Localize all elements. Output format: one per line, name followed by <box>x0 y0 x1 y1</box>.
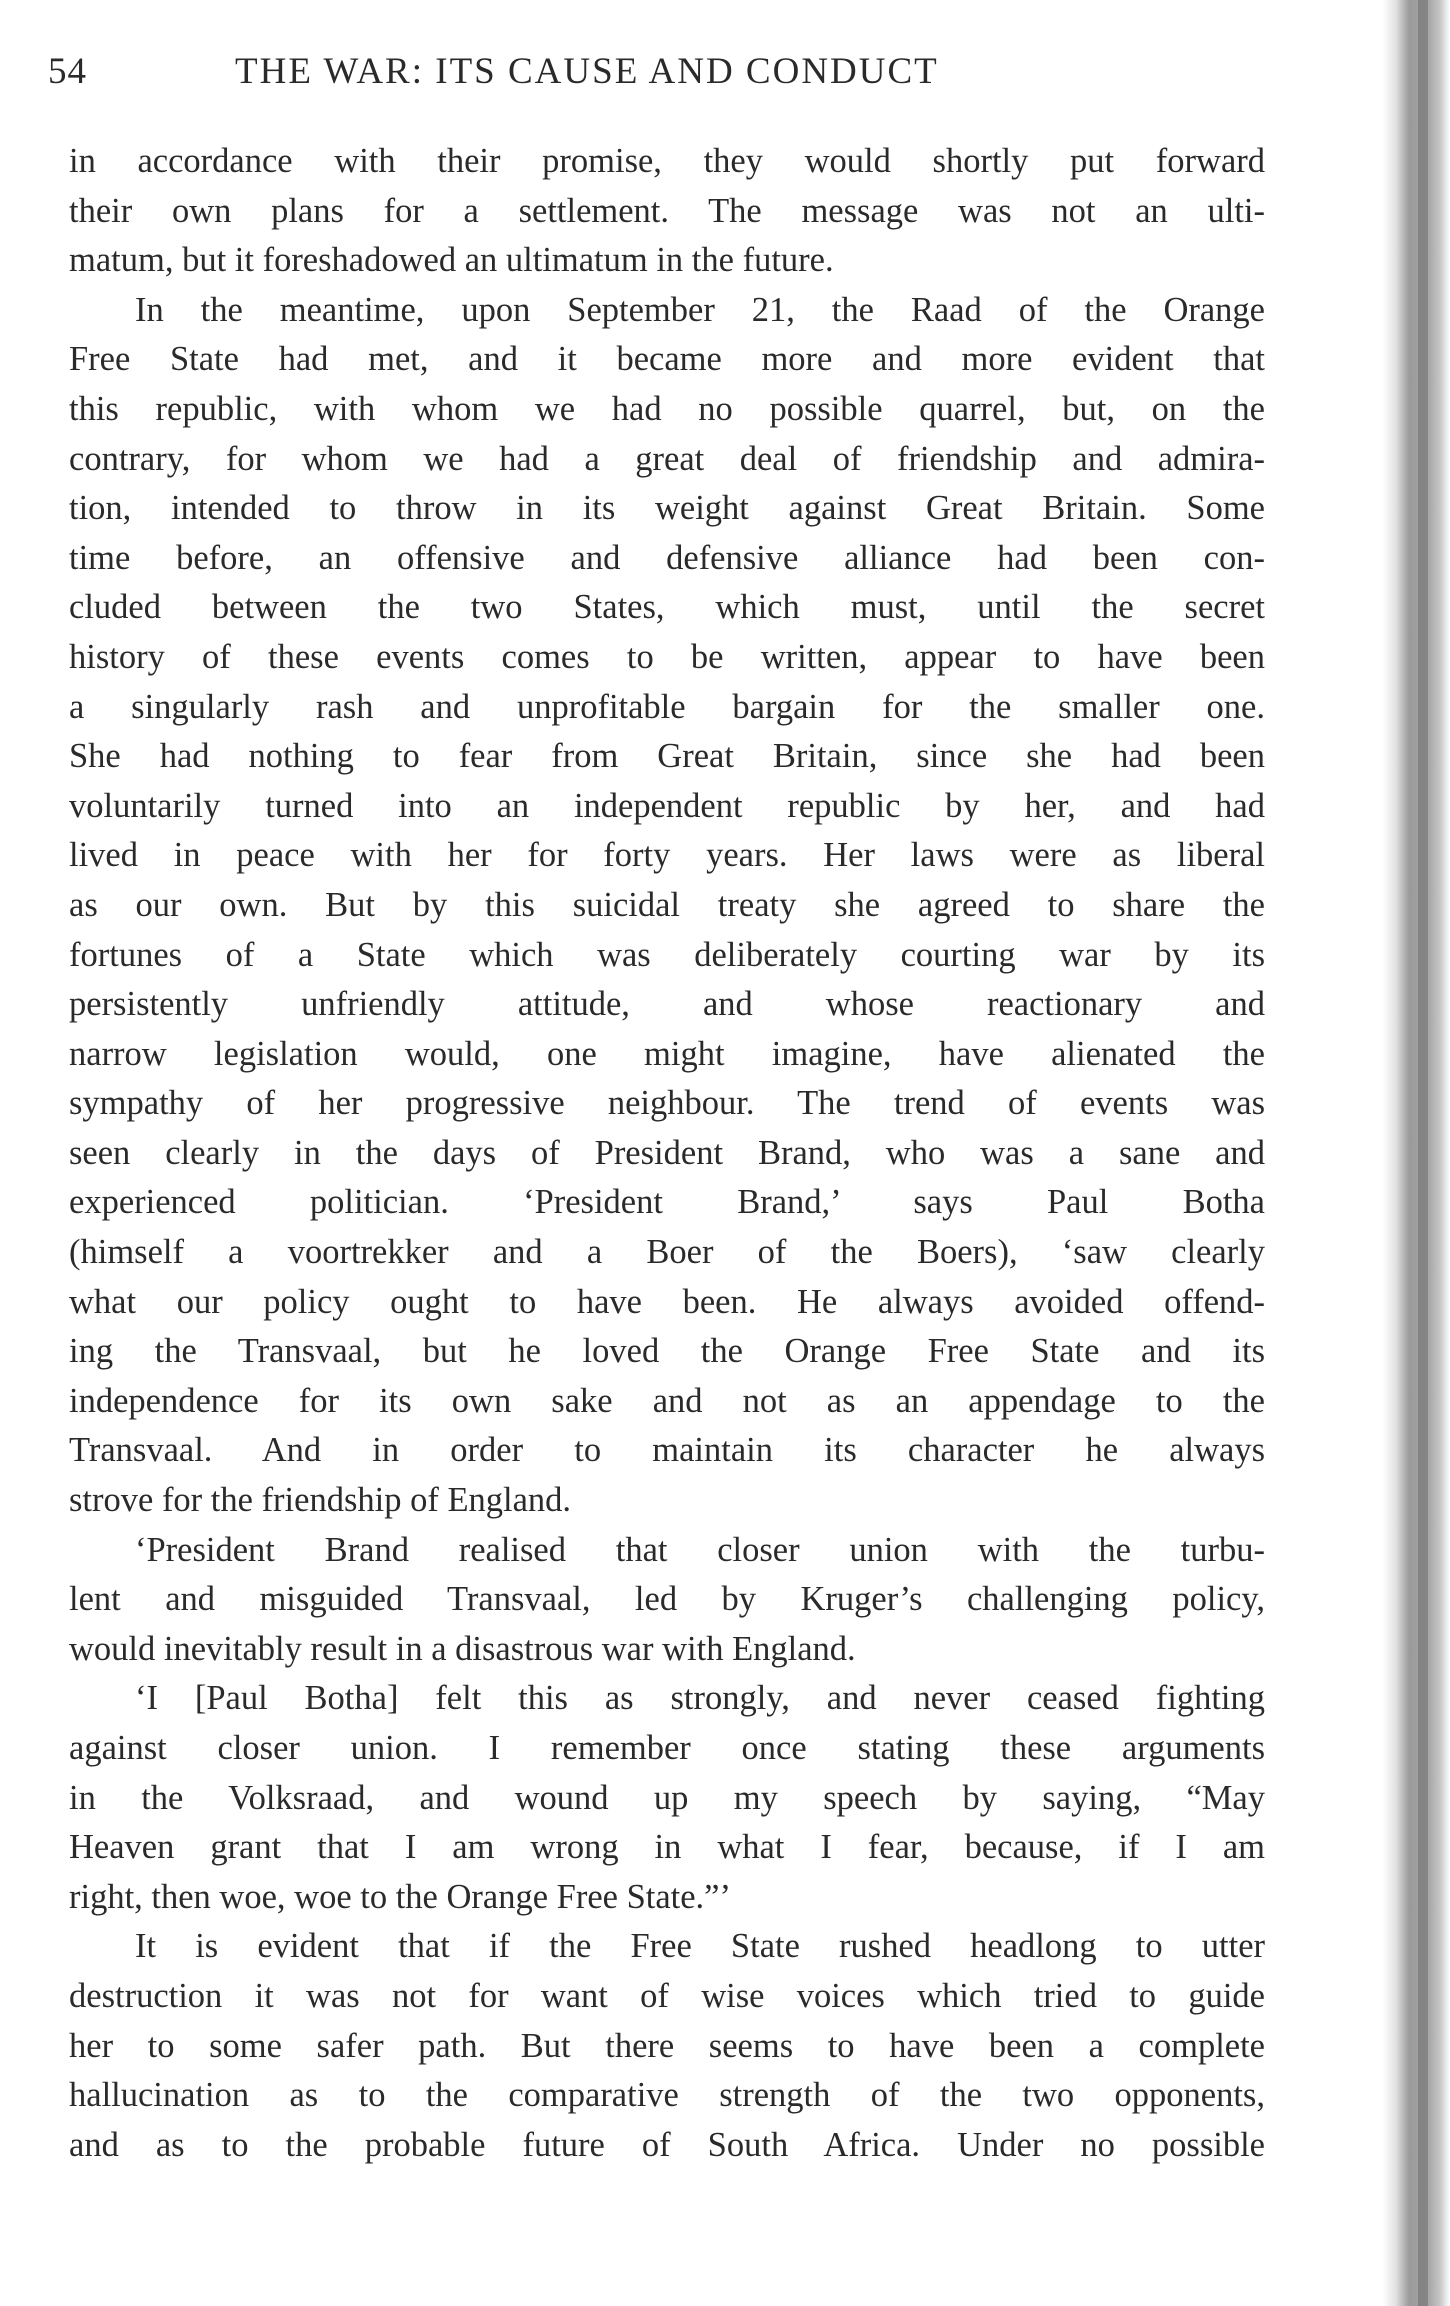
text-line: would inevitably result in a disastrous war with England. <box>69 1629 856 1668</box>
text-line: lent and misguided Transvaal, led by Kruger’s challenging policy, <box>69 1580 1265 1619</box>
text-line: experienced politician. ‘President Brand,’ says Paul Botha <box>69 1183 1265 1222</box>
running-title: THE WAR: ITS CAUSE AND CONDUCT <box>235 51 939 92</box>
text-line: lived in peace with her for forty years. Her laws were as liberal <box>69 836 1265 875</box>
text-line: fortunes of a State which was deliberately courting war by its <box>69 935 1265 974</box>
text-line: destruction it was not for want of wise voices which tried to guide <box>69 1976 1265 2015</box>
text-line: time before, an offensive and defensive alliance had been con- <box>69 538 1265 577</box>
text-line: voluntarily turned into an independent republic by her, and had <box>69 786 1265 825</box>
text-line: a singularly rash and unprofitable bargain for the smaller one. <box>69 687 1265 726</box>
text-line: ing the Transvaal, but he loved the Orange Free State and its <box>69 1332 1265 1371</box>
page-body-text <box>69 137 1265 2170</box>
text-line: contrary, for whom we had a great deal of friendship and admira- <box>69 439 1265 478</box>
text-line: their own plans for a settlement. The message was not an ulti- <box>69 191 1265 230</box>
page-edge-binding <box>1418 0 1428 2306</box>
text-line: ‘I [Paul Botha] felt this as strongly, and never ceased fighting <box>135 1679 1265 1718</box>
page-number: 54 <box>48 51 87 92</box>
text-line: (himself a voortrekker and a Boer of the Boers), ‘saw clearly <box>69 1233 1265 1272</box>
text-line: independence for its own sake and not as an appendage to the <box>69 1381 1265 1420</box>
text-line: right, then woe, woe to the Orange Free State.”’ <box>69 1877 731 1916</box>
page-header <box>48 50 1098 100</box>
text-line: in the Volksraad, and wound up my speech by saying, “May <box>69 1778 1265 1817</box>
text-line: against closer union. I remember once stating these arguments <box>69 1729 1265 1767</box>
text-line: narrow legislation would, one might imagine, have alienated the <box>69 1034 1265 1073</box>
paragraph <box>69 286 1265 1526</box>
text-line: what our policy ought to have been. He always avoided offend- <box>69 1282 1265 1321</box>
paragraph <box>69 137 1265 286</box>
text-line: ‘President Brand realised that closer union with the turbu- <box>135 1530 1265 1569</box>
paragraph <box>69 1526 1265 1675</box>
text-line: as our own. But by this suicidal treaty she agreed to share the <box>69 885 1265 924</box>
text-line: Free State had met, and it became more and more evident that <box>69 340 1265 379</box>
text-line: this republic, with whom we had no possible quarrel, but, on the <box>69 389 1265 428</box>
page-edge-shadow <box>1382 0 1450 2306</box>
text-line: and as to the probable future of South Africa. Under no possible <box>69 2125 1265 2164</box>
text-line: tion, intended to throw in its weight against Great Britain. Some <box>69 489 1265 528</box>
text-line: seen clearly in the days of President Brand, who was a sane and <box>69 1133 1265 1172</box>
text-line: in accordance with their promise, they would shortly put forward <box>69 142 1265 180</box>
text-line: It is evident that if the Free State rushed headlong to utter <box>135 1927 1265 1966</box>
text-line: In the meantime, upon September 21, the Raad of the Orange <box>135 290 1265 329</box>
text-line: history of these events comes to be written, appear to have been <box>69 637 1265 676</box>
paragraph <box>69 1674 1265 1922</box>
text-line: She had nothing to fear from Great Britain, since she had been <box>69 737 1265 776</box>
text-line: cluded between the two States, which must, until the secret <box>69 588 1265 627</box>
text-line: sympathy of her progressive neighbour. The trend of events was <box>69 1084 1265 1123</box>
text-line: her to some safer path. But there seems to have been a complete <box>69 2026 1265 2065</box>
text-line: persistently unfriendly attitude, and whose reactionary and <box>69 985 1265 1024</box>
paragraph <box>69 1922 1265 2170</box>
text-line: hallucination as to the comparative strength of the two opponents, <box>69 2076 1265 2115</box>
text-line: matum, but it foreshadowed an ultimatum in the future. <box>69 241 834 280</box>
text-line: Heaven grant that I am wrong in what I fear, because, if I am <box>69 1828 1265 1867</box>
text-line: strove for the friendship of England. <box>69 1481 572 1520</box>
text-line: Transvaal. And in order to maintain its character he always <box>69 1431 1265 1470</box>
